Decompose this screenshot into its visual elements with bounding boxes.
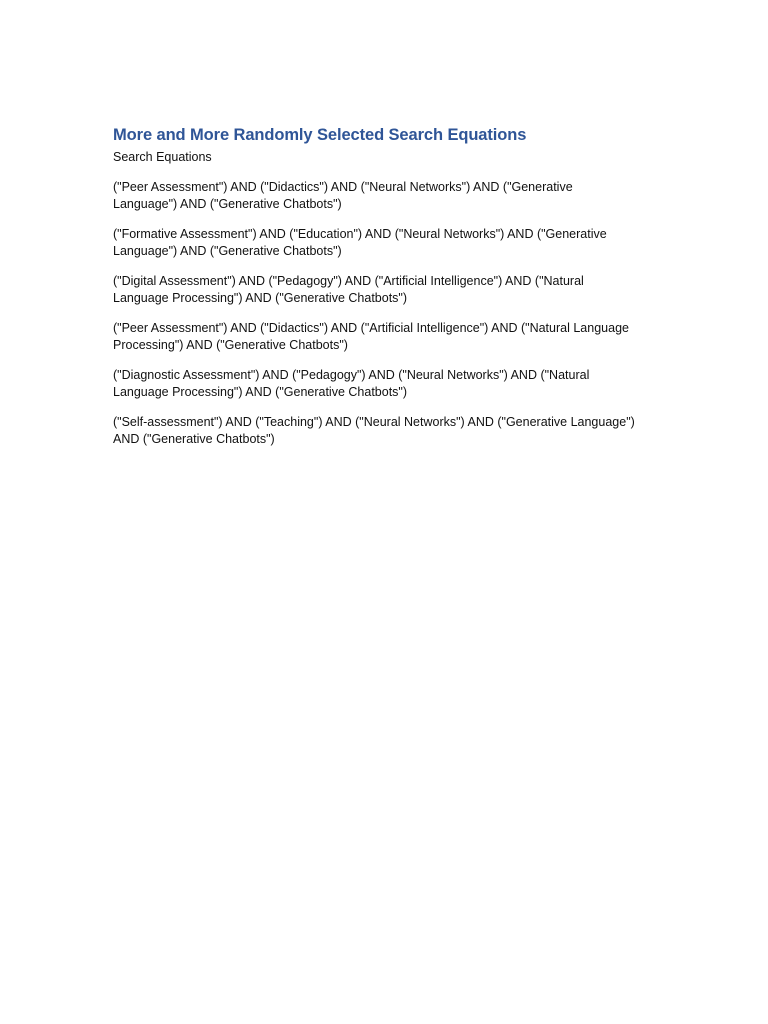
document-subtitle: Search Equations — [113, 150, 212, 164]
document-content — [113, 125, 658, 461]
equation-list — [113, 179, 658, 448]
search-equation: ("Self-assessment") AND ("Teaching") AND ("Neural Networks") AND ("Generative Language") AND ("Generative Chatbots") — [113, 415, 635, 446]
search-equation: ("Peer Assessment") AND ("Didactics") AND ("Neural Networks") AND ("Generative Language") AND ("Generative Chatbots") — [113, 180, 573, 211]
search-equation: ("Diagnostic Assessment") AND ("Pedagogy") AND ("Neural Networks") AND ("Natural Language Processing") AND ("Generative Chatbots") — [113, 368, 590, 399]
document-title: More and More Randomly Selected Search Equations — [113, 126, 527, 144]
search-equation: ("Peer Assessment") AND ("Didactics") AND ("Artificial Intelligence") AND ("Natural Language Processing") AND ("Generative Chatbots") — [113, 321, 629, 352]
search-equation: ("Digital Assessment") AND ("Pedagogy") AND ("Artificial Intelligence") AND ("Natural Language Processing") AND ("Generative Chatbots") — [113, 274, 584, 305]
search-equation: ("Formative Assessment") AND ("Education") AND ("Neural Networks") AND ("Generative Language") AND ("Generative Chatbots") — [113, 227, 607, 258]
